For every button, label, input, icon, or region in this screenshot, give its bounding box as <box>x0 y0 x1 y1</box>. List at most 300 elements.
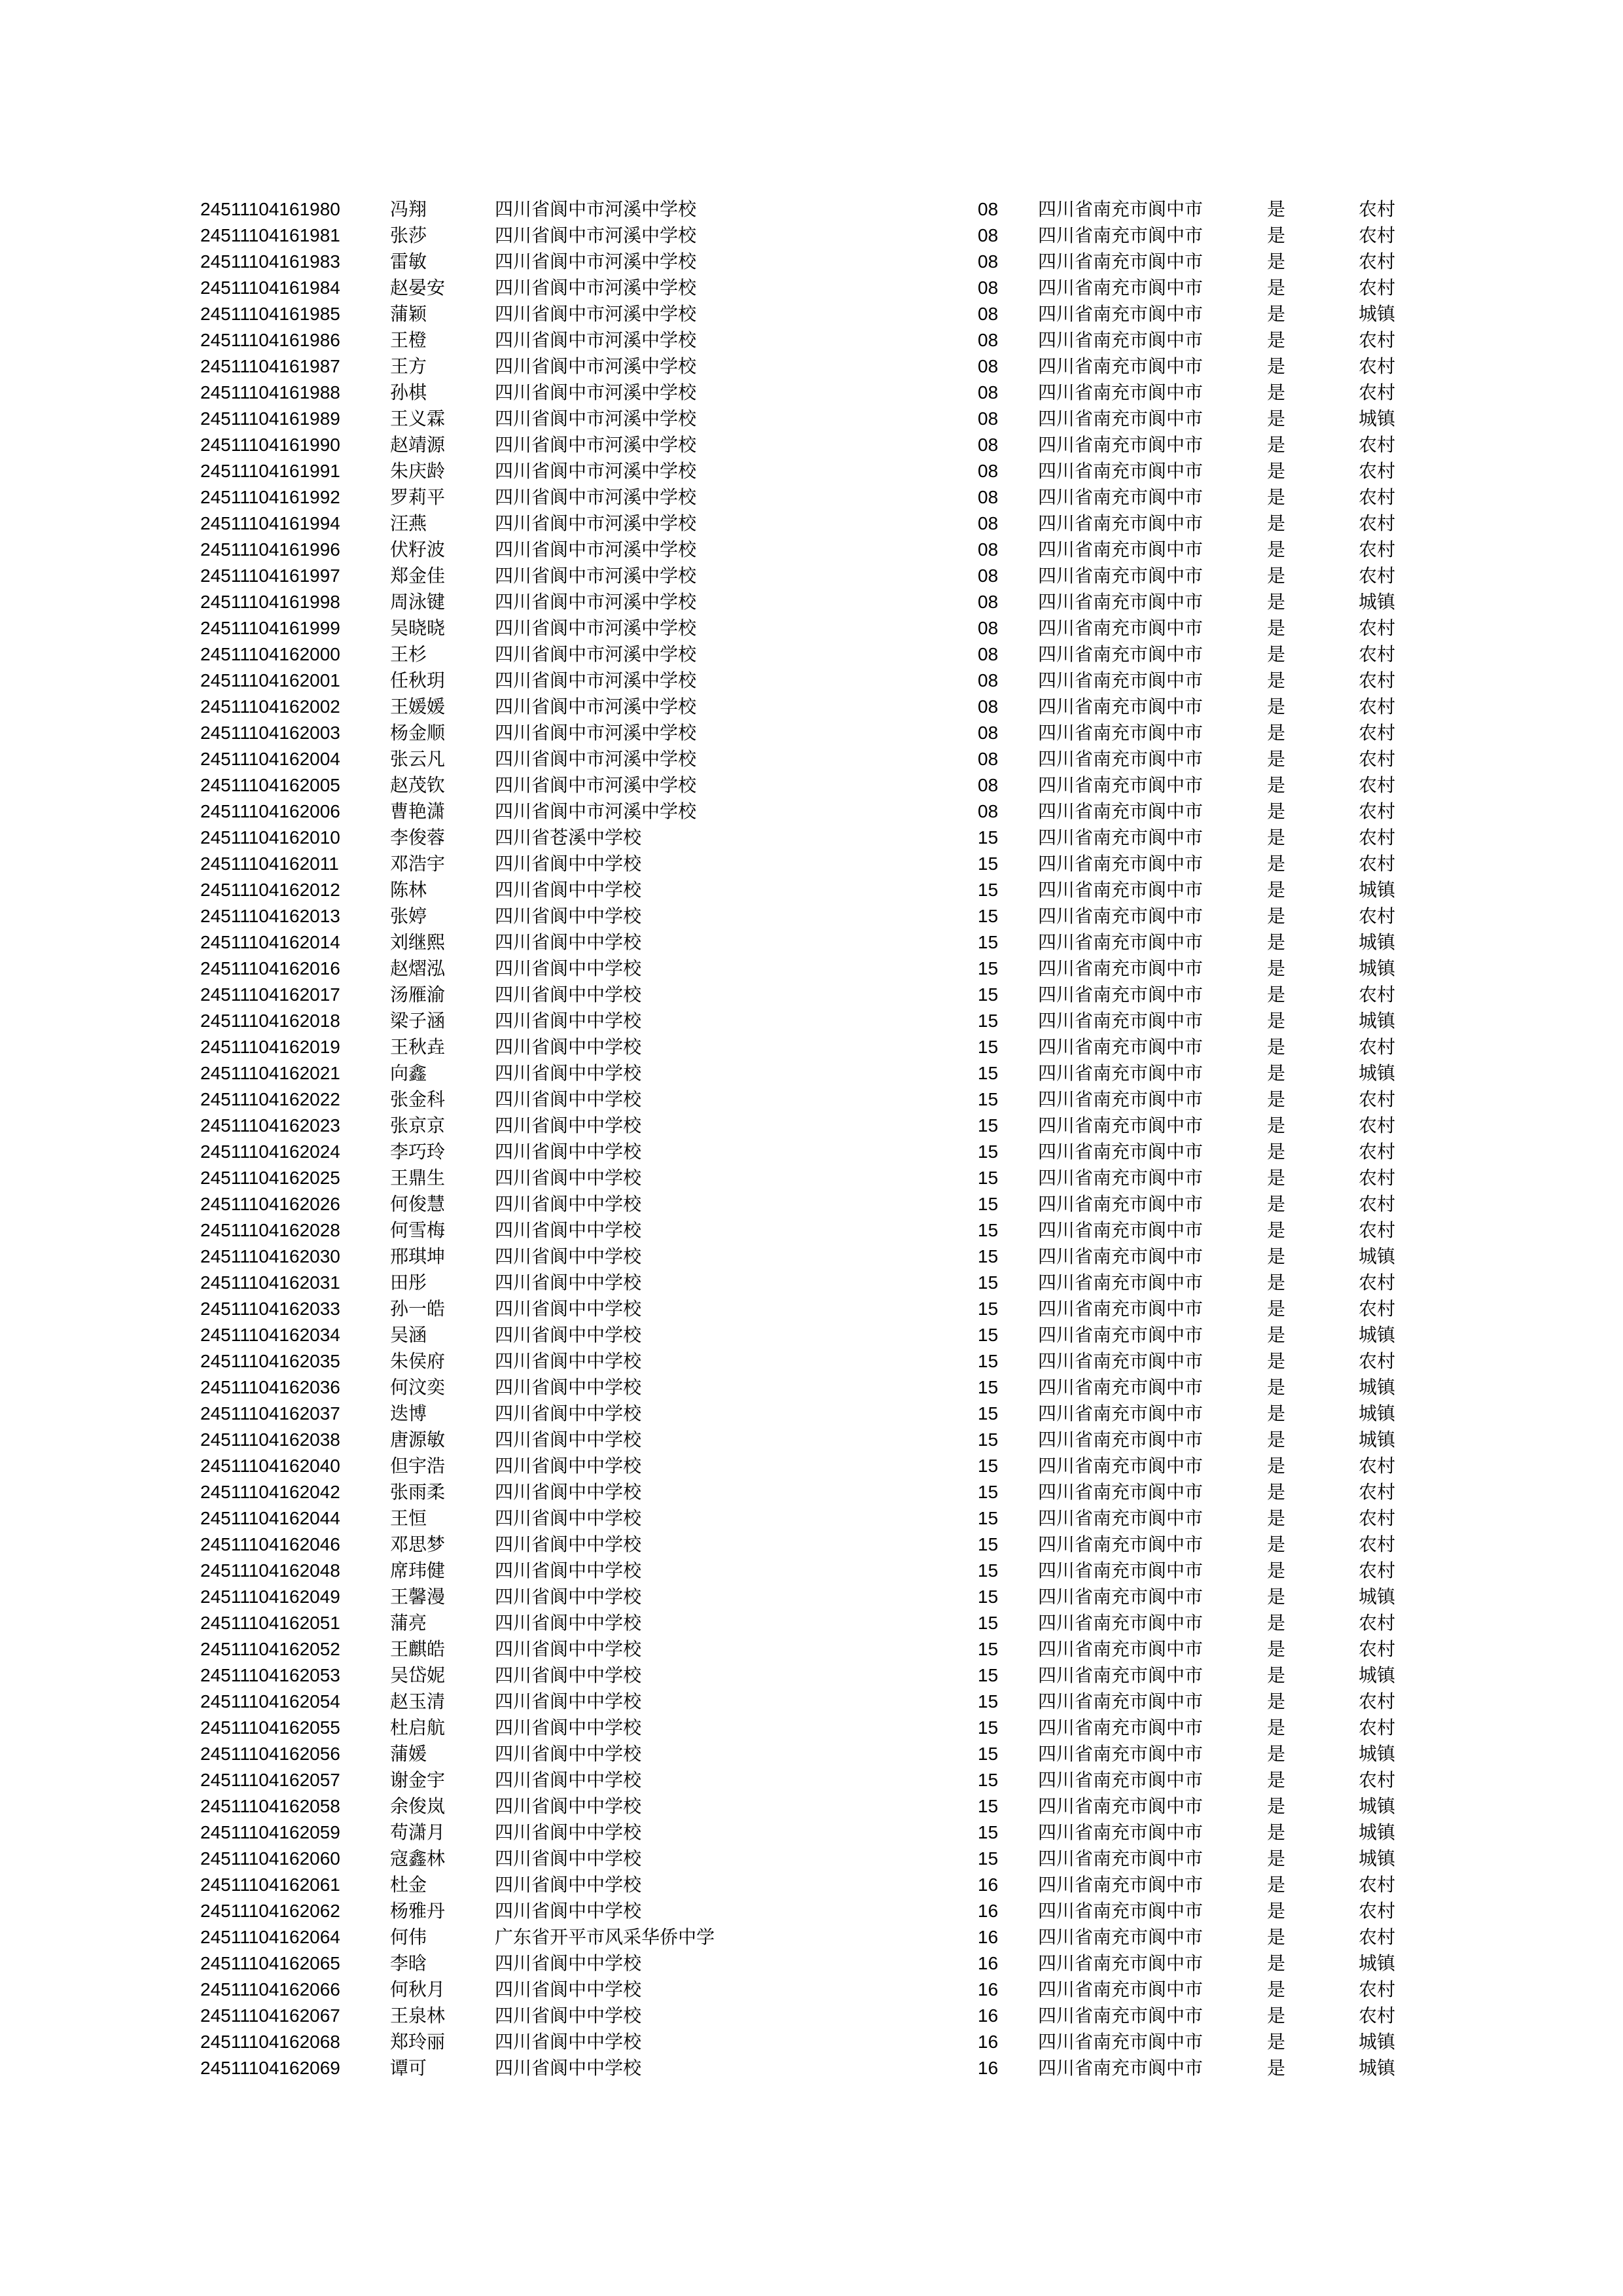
school-cell: 四川省阆中中学校 <box>495 1743 642 1765</box>
flag-cell: 是 <box>1267 617 1286 639</box>
region-cell: 四川省南充市阆中市 <box>1038 643 1204 665</box>
residence-type-cell: 农村 <box>1359 853 1396 874</box>
student-id-cell: 24511104161999 <box>200 618 340 638</box>
table-row <box>200 929 1424 956</box>
region-cell: 四川省南充市阆中市 <box>1038 1272 1204 1293</box>
region-cell: 四川省南充市阆中市 <box>1038 303 1204 325</box>
code-cell: 08 <box>978 723 999 743</box>
region-cell: 四川省南充市阆中市 <box>1038 486 1204 508</box>
student-id-cell: 24511104161992 <box>200 487 340 507</box>
table-row <box>200 1977 1424 2003</box>
region-cell: 四川省南充市阆中市 <box>1038 1691 1204 1712</box>
student-name-cell: 迭博 <box>390 1403 427 1424</box>
code-cell: 15 <box>978 1377 999 1397</box>
code-cell: 08 <box>978 513 999 533</box>
flag-cell: 是 <box>1267 1167 1286 1189</box>
residence-type-cell: 城镇 <box>1359 1743 1396 1765</box>
table-row <box>200 825 1424 851</box>
school-cell: 四川省阆中中学校 <box>495 931 642 953</box>
school-cell: 四川省阆中中学校 <box>495 1612 642 1634</box>
region-cell: 四川省南充市阆中市 <box>1038 2005 1204 2026</box>
student-id-cell: 24511104162024 <box>200 1141 340 1162</box>
student-id-cell: 24511104162004 <box>200 749 340 769</box>
table-row <box>200 406 1424 432</box>
school-cell: 四川省阆中市河溪中学校 <box>495 303 697 325</box>
code-cell: 15 <box>978 1168 999 1188</box>
region-cell: 四川省南充市阆中市 <box>1038 2031 1204 2053</box>
region-cell: 四川省南充市阆中市 <box>1038 1403 1204 1424</box>
table-row <box>200 1191 1424 1217</box>
residence-type-cell: 农村 <box>1359 1638 1396 1660</box>
school-cell: 四川省阆中中学校 <box>495 1324 642 1346</box>
table-row <box>200 1374 1424 1401</box>
flag-cell: 是 <box>1267 1691 1286 1712</box>
student-id-cell: 24511104162060 <box>200 1848 340 1869</box>
school-cell: 四川省阆中中学校 <box>495 984 642 1005</box>
student-id-cell: 24511104162034 <box>200 1325 340 1345</box>
flag-cell: 是 <box>1267 1638 1286 1660</box>
student-name-cell: 王义霖 <box>390 408 446 429</box>
school-cell: 四川省阆中市河溪中学校 <box>495 800 697 822</box>
student-id-cell: 24511104162011 <box>200 853 339 874</box>
student-id-cell: 24511104162017 <box>200 984 340 1005</box>
student-name-cell: 王鼎生 <box>390 1167 446 1189</box>
code-cell: 16 <box>978 1927 999 1947</box>
flag-cell: 是 <box>1267 355 1286 377</box>
student-name-cell: 苟潇月 <box>390 1821 446 1843</box>
school-cell: 四川省阆中中学校 <box>495 1507 642 1529</box>
flag-cell: 是 <box>1267 224 1286 246</box>
flag-cell: 是 <box>1267 1821 1286 1843</box>
student-id-cell: 24511104162002 <box>200 696 340 717</box>
code-cell: 08 <box>978 487 999 507</box>
school-cell: 四川省阆中市河溪中学校 <box>495 617 697 639</box>
school-cell: 四川省阆中市河溪中学校 <box>495 565 697 586</box>
code-cell: 15 <box>978 1560 999 1581</box>
student-id-cell: 24511104162023 <box>200 1115 340 1136</box>
code-cell: 15 <box>978 1403 999 1424</box>
student-name-cell: 张雨柔 <box>390 1481 446 1503</box>
student-id-cell: 24511104162000 <box>200 644 340 664</box>
table-row <box>200 798 1424 825</box>
residence-type-cell: 农村 <box>1359 486 1396 508</box>
student-id-cell: 24511104162036 <box>200 1377 340 1397</box>
code-cell: 08 <box>978 670 999 691</box>
residence-type-cell: 农村 <box>1359 251 1396 272</box>
school-cell: 四川省阆中市河溪中学校 <box>495 774 697 796</box>
school-cell: 四川省阆中市河溪中学校 <box>495 224 697 246</box>
student-name-cell: 何伟 <box>390 1926 427 1948</box>
residence-type-cell: 农村 <box>1359 355 1396 377</box>
student-id-cell: 24511104161991 <box>200 461 340 481</box>
residence-type-cell: 农村 <box>1359 1560 1396 1581</box>
flag-cell: 是 <box>1267 1560 1286 1581</box>
table-row <box>200 2029 1424 2055</box>
flag-cell: 是 <box>1267 382 1286 403</box>
school-cell: 四川省阆中中学校 <box>495 1115 642 1136</box>
student-name-cell: 郑玲丽 <box>390 2031 446 2053</box>
region-cell: 四川省南充市阆中市 <box>1038 1821 1204 1843</box>
student-id-cell: 24511104162003 <box>200 723 340 743</box>
table-row <box>200 1924 1424 1950</box>
residence-type-cell: 城镇 <box>1359 1821 1396 1843</box>
residence-type-cell: 农村 <box>1359 1481 1396 1503</box>
code-cell: 15 <box>978 1299 999 1319</box>
table-row <box>200 1950 1424 1977</box>
residence-type-cell: 农村 <box>1359 1612 1396 1634</box>
region-cell: 四川省南充市阆中市 <box>1038 329 1204 351</box>
school-cell: 四川省阆中中学校 <box>495 1664 642 1686</box>
student-id-cell: 24511104162018 <box>200 1011 340 1031</box>
student-name-cell: 张京京 <box>390 1115 446 1136</box>
flag-cell: 是 <box>1267 643 1286 665</box>
residence-type-cell: 农村 <box>1359 1219 1396 1241</box>
region-cell: 四川省南充市阆中市 <box>1038 1507 1204 1529</box>
region-cell: 四川省南充市阆中市 <box>1038 591 1204 613</box>
residence-type-cell: 农村 <box>1359 539 1396 560</box>
region-cell: 四川省南充市阆中市 <box>1038 774 1204 796</box>
table-row <box>200 746 1424 772</box>
code-cell: 16 <box>978 1901 999 1921</box>
region-cell: 四川省南充市阆中市 <box>1038 1193 1204 1215</box>
student-id-cell: 24511104162012 <box>200 880 340 900</box>
school-cell: 四川省阆中中学校 <box>495 2057 642 2079</box>
code-cell: 15 <box>978 1717 999 1738</box>
flag-cell: 是 <box>1267 1350 1286 1372</box>
school-cell: 四川省阆中中学校 <box>495 1769 642 1791</box>
student-id-cell: 24511104161980 <box>200 199 340 219</box>
flag-cell: 是 <box>1267 1115 1286 1136</box>
student-name-cell: 孙棋 <box>390 382 427 403</box>
code-cell: 08 <box>978 278 999 298</box>
code-cell: 08 <box>978 749 999 769</box>
flag-cell: 是 <box>1267 1874 1286 1895</box>
residence-type-cell: 农村 <box>1359 2005 1396 2026</box>
code-cell: 08 <box>978 618 999 638</box>
residence-type-cell: 农村 <box>1359 1717 1396 1738</box>
region-cell: 四川省南充市阆中市 <box>1038 565 1204 586</box>
student-name-cell: 王馨漫 <box>390 1586 446 1607</box>
flag-cell: 是 <box>1267 539 1286 560</box>
student-id-cell: 24511104162061 <box>200 1874 340 1895</box>
flag-cell: 是 <box>1267 1481 1286 1503</box>
table-row <box>200 1532 1424 1558</box>
residence-type-cell: 农村 <box>1359 1874 1396 1895</box>
school-cell: 四川省阆中中学校 <box>495 1455 642 1477</box>
flag-cell: 是 <box>1267 1324 1286 1346</box>
student-id-cell: 24511104161988 <box>200 382 340 403</box>
flag-cell: 是 <box>1267 565 1286 586</box>
flag-cell: 是 <box>1267 1743 1286 1765</box>
residence-type-cell: 农村 <box>1359 827 1396 848</box>
school-cell: 四川省阆中市河溪中学校 <box>495 512 697 534</box>
region-cell: 四川省南充市阆中市 <box>1038 1717 1204 1738</box>
flag-cell: 是 <box>1267 958 1286 979</box>
code-cell: 15 <box>978 1141 999 1162</box>
region-cell: 四川省南充市阆中市 <box>1038 1664 1204 1686</box>
school-cell: 四川省阆中中学校 <box>495 1717 642 1738</box>
residence-type-cell: 农村 <box>1359 1900 1396 1922</box>
table-row <box>200 458 1424 484</box>
code-cell: 15 <box>978 1037 999 1057</box>
residence-type-cell: 农村 <box>1359 1350 1396 1372</box>
student-id-cell: 24511104162033 <box>200 1299 340 1319</box>
residence-type-cell: 农村 <box>1359 1193 1396 1215</box>
code-cell: 15 <box>978 1796 999 1816</box>
flag-cell: 是 <box>1267 1010 1286 1031</box>
code-cell: 08 <box>978 461 999 481</box>
code-cell: 15 <box>978 1272 999 1293</box>
flag-cell: 是 <box>1267 1062 1286 1084</box>
flag-cell: 是 <box>1267 1848 1286 1869</box>
school-cell: 四川省阆中中学校 <box>495 1691 642 1712</box>
region-cell: 四川省南充市阆中市 <box>1038 800 1204 822</box>
flag-cell: 是 <box>1267 827 1286 848</box>
school-cell: 四川省阆中中学校 <box>495 1952 642 1974</box>
region-cell: 四川省南充市阆中市 <box>1038 879 1204 901</box>
school-cell: 四川省阆中市河溪中学校 <box>495 277 697 298</box>
table-row <box>200 1034 1424 1060</box>
student-name-cell: 赵靖源 <box>390 434 446 456</box>
student-name-cell: 蒲媛 <box>390 1743 427 1765</box>
residence-type-cell: 农村 <box>1359 1298 1396 1319</box>
flag-cell: 是 <box>1267 434 1286 456</box>
table-row <box>200 2003 1424 2029</box>
residence-type-cell: 城镇 <box>1359 879 1396 901</box>
region-cell: 四川省南充市阆中市 <box>1038 512 1204 534</box>
flag-cell: 是 <box>1267 1926 1286 1948</box>
code-cell: 08 <box>978 775 999 795</box>
table-row <box>200 2055 1424 2081</box>
table-row <box>200 1846 1424 1872</box>
school-cell: 四川省阆中中学校 <box>495 1900 642 1922</box>
flag-cell: 是 <box>1267 591 1286 613</box>
student-name-cell: 汪燕 <box>390 512 427 534</box>
code-cell: 16 <box>978 1953 999 1973</box>
school-cell: 四川省阆中市河溪中学校 <box>495 539 697 560</box>
region-cell: 四川省南充市阆中市 <box>1038 1638 1204 1660</box>
residence-type-cell: 农村 <box>1359 329 1396 351</box>
table-row <box>200 1453 1424 1479</box>
student-id-cell: 24511104162046 <box>200 1534 340 1554</box>
student-name-cell: 李俊蓉 <box>390 827 446 848</box>
student-name-cell: 吴涵 <box>390 1324 427 1346</box>
flag-cell: 是 <box>1267 1429 1286 1450</box>
residence-type-cell: 农村 <box>1359 1691 1396 1712</box>
table-row <box>200 511 1424 537</box>
student-name-cell: 邓思梦 <box>390 1534 446 1555</box>
residence-type-cell: 城镇 <box>1359 931 1396 953</box>
flag-cell: 是 <box>1267 853 1286 874</box>
student-name-cell: 杜金 <box>390 1874 427 1895</box>
region-cell: 四川省南充市阆中市 <box>1038 1010 1204 1031</box>
code-cell: 15 <box>978 1456 999 1476</box>
flag-cell: 是 <box>1267 1403 1286 1424</box>
flag-cell: 是 <box>1267 1534 1286 1555</box>
student-id-cell: 24511104162005 <box>200 775 340 795</box>
school-cell: 四川省阆中市河溪中学校 <box>495 486 697 508</box>
table-row <box>200 1217 1424 1244</box>
table-row <box>200 956 1424 982</box>
flag-cell: 是 <box>1267 696 1286 717</box>
student-id-cell: 24511104161994 <box>200 513 340 533</box>
table-row <box>200 249 1424 275</box>
school-cell: 四川省阆中中学校 <box>495 2031 642 2053</box>
student-name-cell: 张婷 <box>390 905 427 927</box>
table-row <box>200 1427 1424 1453</box>
region-cell: 四川省南充市阆中市 <box>1038 539 1204 560</box>
school-cell: 四川省阆中中学校 <box>495 1586 642 1607</box>
residence-type-cell: 城镇 <box>1359 1429 1396 1450</box>
table-row <box>200 1636 1424 1662</box>
region-cell: 四川省南充市阆中市 <box>1038 1979 1204 2000</box>
student-name-cell: 王杉 <box>390 643 427 665</box>
region-cell: 四川省南充市阆中市 <box>1038 198 1204 220</box>
flag-cell: 是 <box>1267 1900 1286 1922</box>
residence-type-cell: 农村 <box>1359 1167 1396 1189</box>
student-id-cell: 24511104162057 <box>200 1770 340 1790</box>
residence-type-cell: 农村 <box>1359 984 1396 1005</box>
region-cell: 四川省南充市阆中市 <box>1038 617 1204 639</box>
student-id-cell: 24511104162065 <box>200 1953 340 1973</box>
residence-type-cell: 农村 <box>1359 1979 1396 2000</box>
school-cell: 四川省阆中中学校 <box>495 1534 642 1555</box>
student-id-cell: 24511104162001 <box>200 670 340 691</box>
region-cell: 四川省南充市阆中市 <box>1038 1586 1204 1607</box>
table-row <box>200 877 1424 903</box>
school-cell: 四川省阆中市河溪中学校 <box>495 329 697 351</box>
student-id-cell: 24511104161990 <box>200 435 340 455</box>
school-cell: 四川省阆中中学校 <box>495 1193 642 1215</box>
region-cell: 四川省南充市阆中市 <box>1038 2057 1204 2079</box>
region-cell: 四川省南充市阆中市 <box>1038 722 1204 744</box>
student-name-cell: 寇鑫林 <box>390 1848 446 1869</box>
school-cell: 四川省阆中市河溪中学校 <box>495 748 697 770</box>
student-name-cell: 朱庆龄 <box>390 460 446 482</box>
flag-cell: 是 <box>1267 1376 1286 1398</box>
code-cell: 15 <box>978 958 999 978</box>
residence-type-cell: 城镇 <box>1359 1062 1396 1084</box>
table-row <box>200 1060 1424 1086</box>
school-cell: 四川省苍溪中学校 <box>495 827 642 848</box>
school-cell: 四川省阆中中学校 <box>495 1298 642 1319</box>
flag-cell: 是 <box>1267 879 1286 901</box>
residence-type-cell: 农村 <box>1359 565 1396 586</box>
table-row <box>200 1898 1424 1924</box>
table-row <box>200 1689 1424 1715</box>
code-cell: 15 <box>978 932 999 952</box>
school-cell: 四川省阆中中学校 <box>495 905 642 927</box>
school-cell: 四川省阆中中学校 <box>495 1350 642 1372</box>
region-cell: 四川省南充市阆中市 <box>1038 670 1204 691</box>
flag-cell: 是 <box>1267 905 1286 927</box>
code-cell: 08 <box>978 644 999 664</box>
code-cell: 15 <box>978 853 999 874</box>
code-cell: 15 <box>978 1770 999 1790</box>
region-cell: 四川省南充市阆中市 <box>1038 251 1204 272</box>
code-cell: 16 <box>978 2058 999 2078</box>
school-cell: 四川省阆中中学校 <box>495 1376 642 1398</box>
student-id-cell: 24511104161987 <box>200 356 340 376</box>
table-row <box>200 563 1424 589</box>
region-cell: 四川省南充市阆中市 <box>1038 434 1204 456</box>
school-cell: 四川省阆中中学校 <box>495 1403 642 1424</box>
residence-type-cell: 农村 <box>1359 277 1396 298</box>
student-name-cell: 孙一皓 <box>390 1298 446 1319</box>
student-id-cell: 24511104162053 <box>200 1665 340 1685</box>
residence-type-cell: 城镇 <box>1359 1324 1396 1346</box>
table-row <box>200 615 1424 641</box>
residence-type-cell: 农村 <box>1359 800 1396 822</box>
table-row <box>200 1741 1424 1767</box>
school-cell: 四川省阆中中学校 <box>495 1979 642 2000</box>
region-cell: 四川省南充市阆中市 <box>1038 827 1204 848</box>
flag-cell: 是 <box>1267 408 1286 429</box>
student-id-cell: 24511104162016 <box>200 958 340 978</box>
school-cell: 四川省阆中市河溪中学校 <box>495 434 697 456</box>
code-cell: 15 <box>978 1665 999 1685</box>
student-name-cell: 向鑫 <box>390 1062 427 1084</box>
flag-cell: 是 <box>1267 670 1286 691</box>
student-name-cell: 何秋月 <box>390 1979 446 2000</box>
school-cell: 四川省阆中中学校 <box>495 1795 642 1817</box>
table-row <box>200 982 1424 1008</box>
flag-cell: 是 <box>1267 486 1286 508</box>
region-cell: 四川省南充市阆中市 <box>1038 1455 1204 1477</box>
code-cell: 08 <box>978 565 999 586</box>
table-row <box>200 484 1424 511</box>
student-name-cell: 王麒皓 <box>390 1638 446 1660</box>
code-cell: 16 <box>978 2005 999 2026</box>
region-cell: 四川省南充市阆中市 <box>1038 1167 1204 1189</box>
code-cell: 15 <box>978 1115 999 1136</box>
school-cell: 四川省阆中中学校 <box>495 1036 642 1058</box>
table-row <box>200 694 1424 720</box>
code-cell: 08 <box>978 696 999 717</box>
residence-type-cell: 农村 <box>1359 224 1396 246</box>
table-row <box>200 275 1424 301</box>
student-id-cell: 24511104162006 <box>200 801 340 821</box>
code-cell: 16 <box>978 2032 999 2052</box>
school-cell: 四川省阆中市河溪中学校 <box>495 591 697 613</box>
student-id-cell: 24511104161998 <box>200 592 340 612</box>
table-row <box>200 301 1424 327</box>
table-row <box>200 1113 1424 1139</box>
student-name-cell: 何雪梅 <box>390 1219 446 1241</box>
residence-type-cell: 农村 <box>1359 670 1396 691</box>
student-name-cell: 张金科 <box>390 1088 446 1110</box>
residence-type-cell: 农村 <box>1359 1088 1396 1110</box>
code-cell: 08 <box>978 251 999 272</box>
student-id-cell: 24511104162044 <box>200 1508 340 1528</box>
table-row <box>200 851 1424 877</box>
school-cell: 四川省阆中中学校 <box>495 853 642 874</box>
residence-type-cell: 农村 <box>1359 1926 1396 1948</box>
flag-cell: 是 <box>1267 1272 1286 1293</box>
student-id-cell: 24511104161986 <box>200 330 340 350</box>
code-cell: 15 <box>978 1534 999 1554</box>
student-name-cell: 伏籽波 <box>390 539 446 560</box>
region-cell: 四川省南充市阆中市 <box>1038 984 1204 1005</box>
school-cell: 四川省阆中中学校 <box>495 1481 642 1503</box>
table-row <box>200 720 1424 746</box>
student-name-cell: 王恒 <box>390 1507 427 1529</box>
school-cell: 四川省阆中中学校 <box>495 1848 642 1869</box>
code-cell: 15 <box>978 1639 999 1659</box>
school-cell: 四川省阆中中学校 <box>495 1246 642 1267</box>
school-cell: 四川省阆中市河溪中学校 <box>495 355 697 377</box>
flag-cell: 是 <box>1267 2031 1286 2053</box>
